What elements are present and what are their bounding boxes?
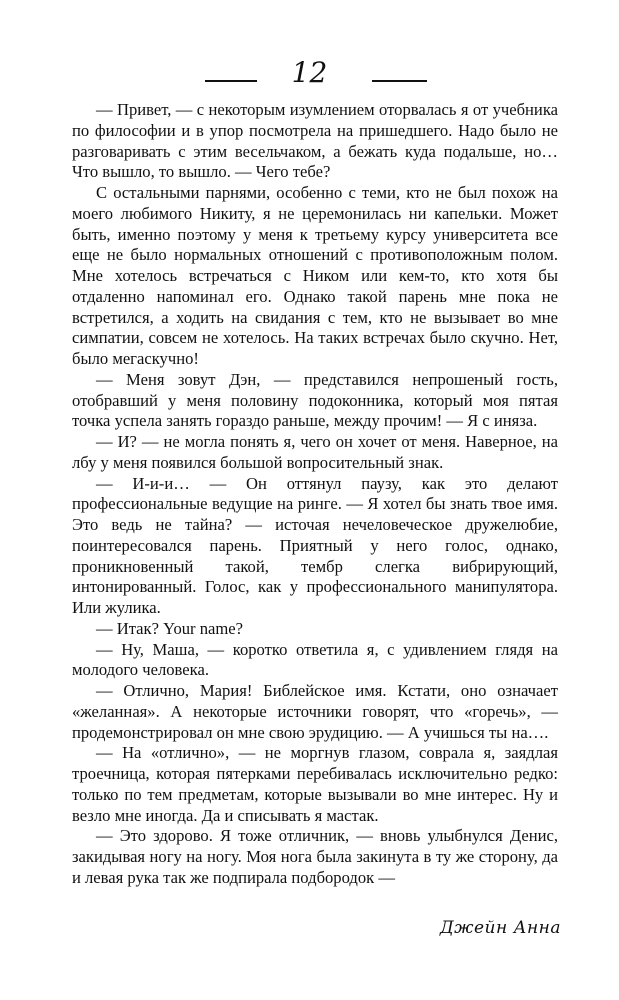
paragraph: — Меня зовут Дэн, — представился непрошеный гость, отобравший у меня половину подоконника, который моя пятая точка успела занять гораздо раньше, между прочим! — Я с иняза. [72, 369, 558, 431]
paragraph: — Привет, — с некоторым изумлением оторвалась я от учебника по философии и в упор посмотрела на пришедшего. Надо было не разговаривать с этим весельчаком, а бежать куда подальше, но… Что вышло, то вышло. — Чего тебе? [72, 100, 558, 182]
paragraph: — На «отлично», — не моргнув глазом, соврала я, заядлая троечница, которая пятерками перебивалась исключительно редко: только по тем предметам, которые вызывали во мне интерес. Ну и везло мне иногда. Да и списывать я мастак. [72, 743, 558, 825]
paragraph: — Это здорово. Я тоже отличник, — вновь улыбнулся Денис, закидывая ногу на ногу. Моя нога была закинута в ту же сторону, да и левая рука так же подпирала подбородок — [72, 826, 558, 887]
paragraph: — И-и-и… — Он оттянул паузу, как это делают профессиональные ведущие на ринге. — Я хотел бы знать твое имя. Это ведь не тайна? — источая нечеловеческое дружелюбие, поинтересовался парень. Приятный у него голос, однако, проникновенный такой, тембр слегка вибрирующий, интонированный. Голос, как у профессионального манипулятора. Или жулика. [72, 473, 558, 617]
paragraph: С остальными парнями, особенно с теми, кто не был похож на моего любимого Никиту, я не церемонилась ни капельки. Может быть, именно поэтому у меня к третьему курсу университета все еще не было нормальных отношений с противоположным полом. Мне хотелось встречаться с Ником или кем-то, кто хотя бы отдаленно напоминал его. Однако такой парень мне пока не встретился, а ходить на свидания с тем, кто не вызывает во мне симпатии, совсем не хотелось. На таких встречах было скучно. Нет, было мегаскучно! [72, 183, 558, 368]
page-header [0, 56, 619, 92]
paragraph: — Отлично, Мария! Библейское имя. Кстати, оно означает «желанная». А некоторые источники говорят, что «горечь», — продемонстрировал он мне свою эрудицию. — А учишься ты на…. [72, 681, 558, 742]
author-name: Джейн Анна [439, 918, 561, 938]
body-text [72, 100, 558, 889]
page-number: 12 [291, 56, 328, 89]
paragraph: — Итак? Your name? [96, 618, 244, 638]
paragraph: — И? — не могла понять я, чего он хочет от меня. Наверное, на лбу у меня появился большой вопросительный знак. [72, 432, 558, 472]
header-rule-right [372, 80, 427, 82]
paragraph: — Ну, Маша, — коротко ответила я, с удивлением глядя на молодого человека. [72, 639, 558, 680]
